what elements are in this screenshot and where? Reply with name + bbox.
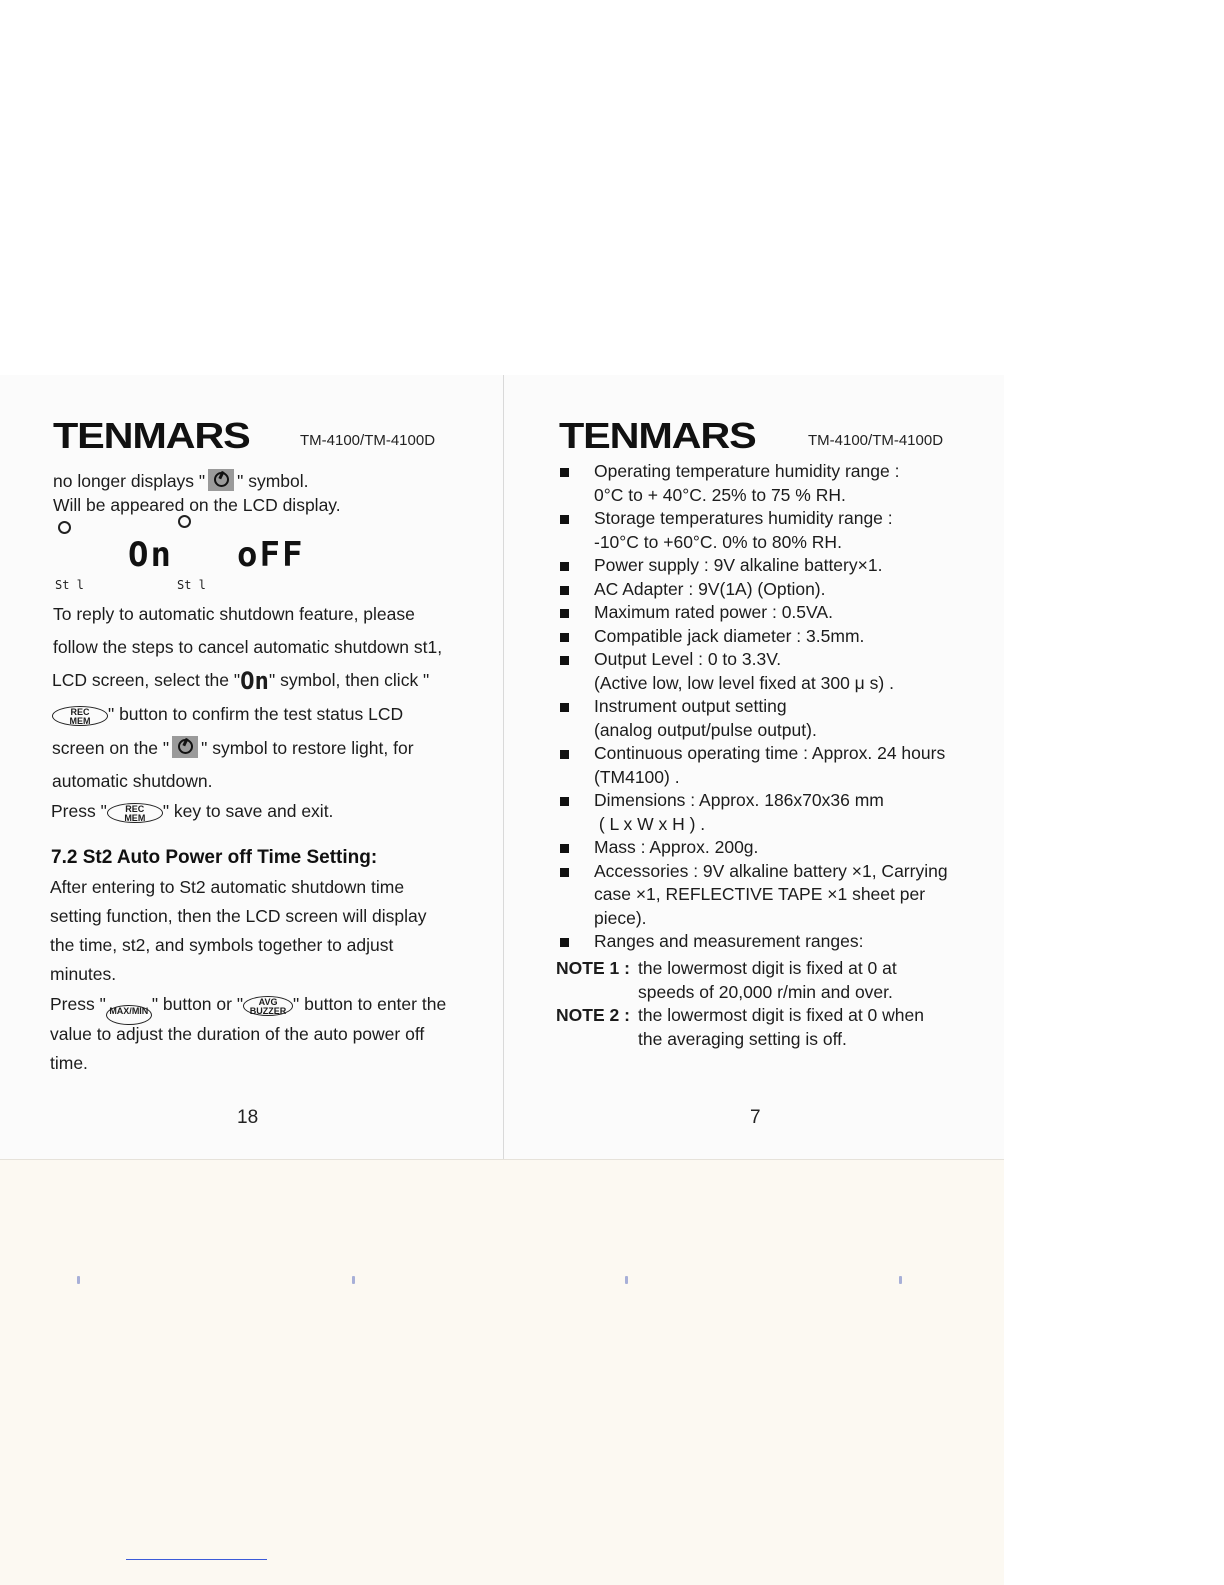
notes-block bbox=[556, 957, 996, 1051]
spec-text: Output Level : 0 to 3.3V. bbox=[594, 649, 782, 669]
spec-text: -10°C to +60°C. 0% to 80% RH. bbox=[594, 531, 842, 552]
lcd-off-display: oFF bbox=[237, 535, 305, 575]
key-label: BUZZER bbox=[249, 1006, 287, 1016]
note-label: NOTE 1 : bbox=[556, 958, 630, 978]
text-line bbox=[51, 800, 333, 823]
spec-item bbox=[556, 836, 986, 860]
paper-bottom bbox=[0, 1159, 1004, 1585]
key-label: MEM bbox=[124, 813, 146, 823]
max-min-key-icon bbox=[106, 1005, 152, 1025]
note-row bbox=[556, 1028, 996, 1052]
spec-item bbox=[556, 930, 986, 954]
blue-underline bbox=[126, 1559, 267, 1560]
text-line: setting function, then the LCD screen will display bbox=[50, 906, 427, 926]
text-fragment: " symbol to restore light, for bbox=[201, 738, 414, 758]
spec-text: Instrument output setting bbox=[594, 696, 787, 716]
key-label: REC bbox=[70, 707, 90, 717]
spec-item bbox=[556, 554, 986, 578]
note-text: speeds of 20,000 r/min and over. bbox=[638, 981, 893, 1002]
key-label: REC bbox=[125, 804, 145, 814]
key-label: AVG bbox=[258, 997, 278, 1007]
spec-text: (Active low, low level fixed at 300 μ s) . bbox=[594, 672, 894, 693]
key-label: MEM bbox=[69, 716, 91, 726]
text-fragment: " button to confirm the test status LCD bbox=[108, 704, 404, 724]
spec-text: Continuous operating time : Approx. 24 hours bbox=[594, 743, 946, 763]
text-line: automatic shutdown. bbox=[52, 771, 213, 791]
clock-icon bbox=[58, 521, 71, 534]
bullet-icon bbox=[560, 586, 569, 595]
lcd-st1-label: St l bbox=[55, 578, 84, 592]
note-text: the averaging setting is off. bbox=[638, 1028, 847, 1049]
spec-text: Accessories : 9V alkaline battery ×1, Carrying bbox=[594, 860, 948, 881]
bullet-icon bbox=[560, 633, 569, 642]
avg-buzzer-key-icon bbox=[243, 996, 293, 1016]
spec-text: Operating temperature humidity range : bbox=[594, 461, 900, 481]
spec-item bbox=[556, 742, 986, 789]
text-line: To reply to automatic shutdown feature, please bbox=[53, 604, 415, 624]
text-line: After entering to St2 automatic shutdown time bbox=[50, 877, 405, 897]
text-fragment: " symbol, then click " bbox=[269, 670, 430, 690]
spec-item bbox=[556, 648, 986, 695]
note-indent bbox=[556, 1028, 638, 1052]
spec-item bbox=[556, 460, 986, 507]
note-indent bbox=[556, 981, 638, 1005]
scan-speck bbox=[352, 1276, 355, 1284]
bullet-icon bbox=[560, 938, 569, 947]
text-line bbox=[52, 703, 403, 726]
text-line: minutes. bbox=[50, 964, 117, 984]
text-line: Will be appeared on the LCD display. bbox=[53, 495, 341, 515]
spec-text: Power supply : 9V alkaline battery×1. bbox=[594, 555, 883, 575]
spec-text: Storage temperatures humidity range : bbox=[594, 508, 893, 528]
page-number: 18 bbox=[237, 1107, 259, 1128]
text-line: follow the steps to cancel automatic shutdown st1, bbox=[53, 637, 443, 657]
text-line bbox=[52, 736, 414, 760]
lcd-on-symbol: On bbox=[240, 667, 270, 695]
spec-item bbox=[556, 601, 986, 625]
spec-text: Maximum rated power : 0.5VA. bbox=[594, 602, 833, 622]
text-line: the time, st2, and symbols together to adjust bbox=[50, 935, 394, 955]
spec-item bbox=[556, 860, 986, 931]
spec-item bbox=[556, 578, 986, 602]
note-row bbox=[556, 981, 996, 1005]
spec-text: AC Adapter : 9V(1A) (Option). bbox=[594, 578, 826, 599]
text-fragment: screen on the " bbox=[52, 738, 170, 758]
note-row bbox=[556, 957, 996, 981]
bullet-icon bbox=[560, 750, 569, 759]
spec-text: ( L x W x H ) . bbox=[594, 813, 706, 834]
brand-logo: TENMARS bbox=[559, 415, 756, 456]
lcd-st1-label: St l bbox=[177, 578, 206, 592]
clock-icon bbox=[178, 515, 191, 528]
bullet-icon bbox=[560, 609, 569, 618]
spec-text: Compatible jack diameter : 3.5mm. bbox=[594, 625, 865, 646]
spec-item bbox=[556, 789, 986, 836]
key-label: MAX/MIN bbox=[109, 1006, 149, 1016]
power-timer-icon bbox=[208, 469, 234, 491]
spec-text: case ×1, REFLECTIVE TAPE ×1 sheet per bbox=[594, 884, 926, 904]
right-page bbox=[504, 375, 1004, 1159]
bullet-icon bbox=[560, 656, 569, 665]
scan-speck bbox=[899, 1276, 902, 1284]
text-fragment: " symbol. bbox=[237, 471, 309, 491]
scan-speck bbox=[77, 1276, 80, 1284]
rec-mem-key-icon bbox=[107, 803, 163, 823]
text-fragment: " button to enter the bbox=[293, 994, 447, 1014]
left-page bbox=[0, 375, 503, 1159]
spec-list bbox=[556, 460, 986, 954]
bullet-icon bbox=[560, 868, 569, 877]
bullet-icon bbox=[560, 562, 569, 571]
bullet-icon bbox=[560, 703, 569, 712]
text-line: value to adjust the duration of the auto power off bbox=[50, 1024, 425, 1044]
section-title: 7.2 St2 Auto Power off Time Setting: bbox=[51, 847, 378, 868]
lcd-on-display: On bbox=[128, 535, 173, 575]
text-fragment: " button or " bbox=[151, 994, 244, 1014]
text-line bbox=[50, 993, 446, 1025]
text-line: time. bbox=[50, 1053, 88, 1073]
note-row bbox=[556, 1004, 996, 1028]
text-fragment: no longer displays " bbox=[53, 471, 206, 491]
model-label: TM-4100/TM-4100D bbox=[808, 432, 944, 449]
spec-item bbox=[556, 625, 986, 649]
model-label: TM-4100/TM-4100D bbox=[300, 432, 436, 449]
spec-item bbox=[556, 695, 986, 742]
spec-text: Ranges and measurement ranges: bbox=[594, 931, 864, 951]
note-text: the lowermost digit is fixed at 0 at bbox=[638, 958, 897, 978]
spec-text: 0°C to + 40°C. 25% to 75 % RH. bbox=[594, 484, 846, 505]
spec-text: Dimensions : Approx. 186x70x36 mm bbox=[594, 790, 884, 810]
spec-text: Mass : Approx. 200g. bbox=[594, 837, 759, 857]
bullet-icon bbox=[560, 797, 569, 806]
text-line bbox=[52, 669, 429, 693]
note-label: NOTE 2 : bbox=[556, 1005, 630, 1025]
spec-text: (analog output/pulse output). bbox=[594, 719, 817, 740]
text-fragment: LCD screen, select the " bbox=[52, 670, 241, 690]
note-text: the lowermost digit is fixed at 0 when bbox=[638, 1005, 924, 1025]
bullet-icon bbox=[560, 844, 569, 853]
text-line bbox=[53, 469, 309, 493]
spec-item bbox=[556, 507, 986, 554]
scan-speck bbox=[625, 1276, 628, 1284]
spec-text: piece). bbox=[594, 907, 647, 928]
power-timer-icon bbox=[172, 736, 198, 758]
text-fragment: " key to save and exit. bbox=[162, 801, 334, 821]
brand-logo: TENMARS bbox=[53, 415, 250, 456]
rec-mem-key-icon bbox=[52, 706, 108, 726]
spec-text: (TM4100) . bbox=[594, 766, 680, 787]
text-fragment: Press " bbox=[50, 994, 106, 1014]
bullet-icon bbox=[560, 515, 569, 524]
page-number: 7 bbox=[750, 1107, 761, 1128]
text-fragment: Press " bbox=[51, 801, 107, 821]
bullet-icon bbox=[560, 468, 569, 477]
